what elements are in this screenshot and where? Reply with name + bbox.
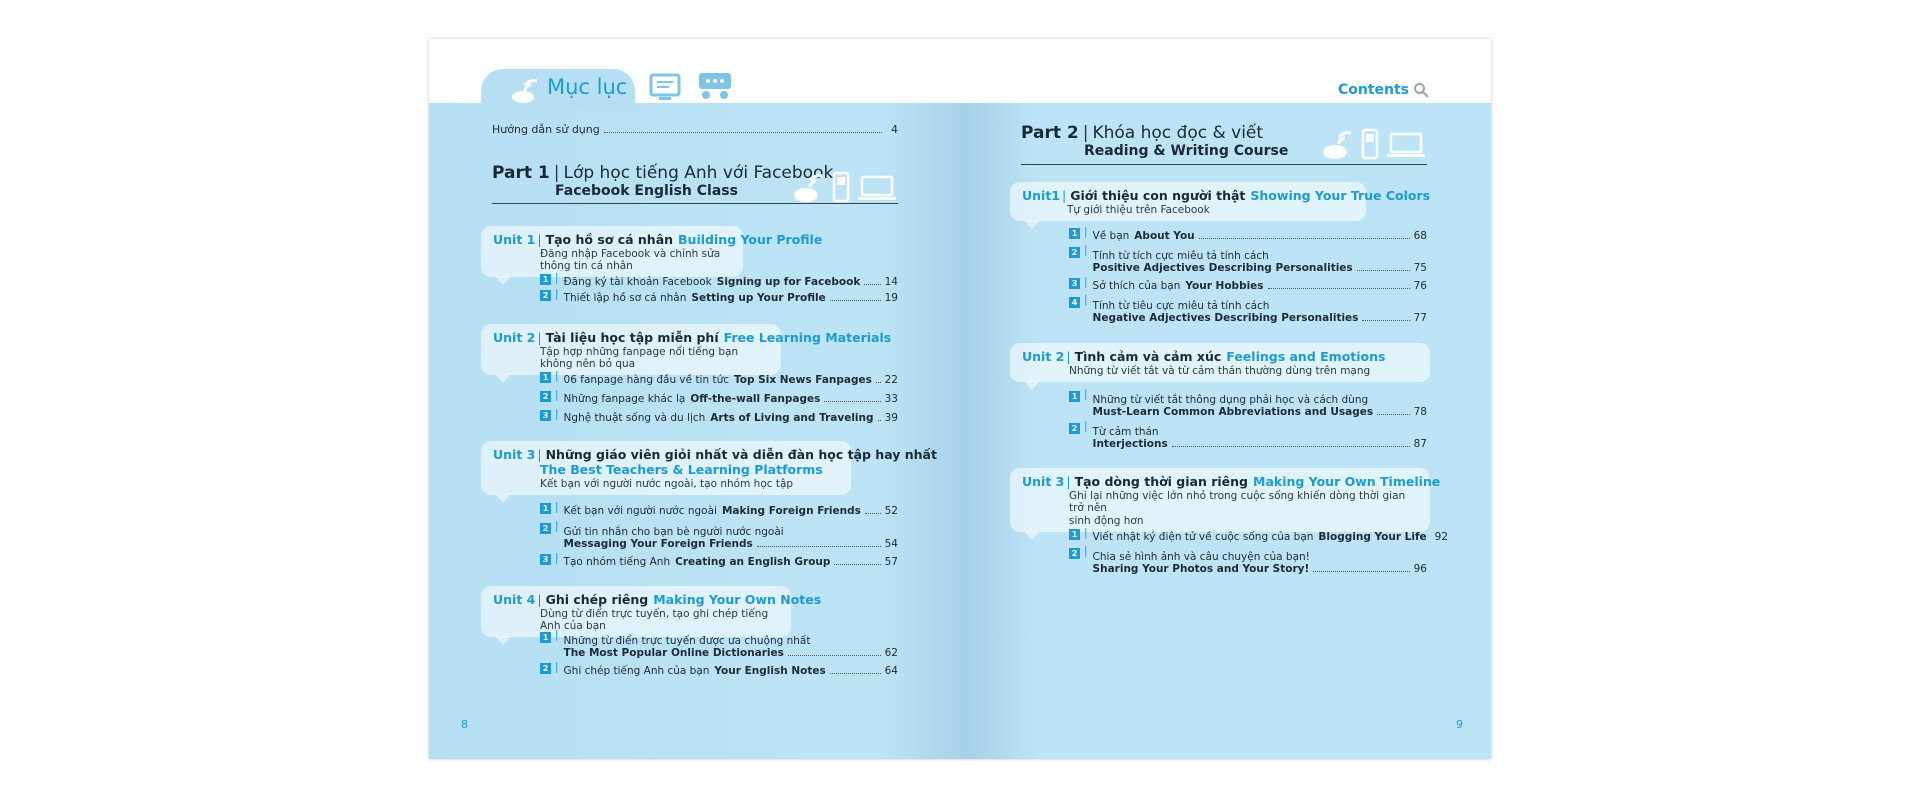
item-eng: Your English Notes — [714, 665, 826, 677]
item-eng: Sharing Your Photos and Your Story! — [1092, 563, 1310, 575]
item-viet: Tạo nhóm tiếng Anh — [563, 556, 671, 568]
toc-item[interactable]: 2 | Từ cảm thán Interjections 87 — [1069, 420, 1427, 450]
contents-label — [1338, 82, 1429, 98]
item-page: 54 — [884, 538, 898, 550]
toc-item[interactable]: 3 | Tạo nhóm tiếng Anh Creating an English Group 57 — [540, 552, 898, 568]
item-eng: Top Six News Fanpages — [734, 374, 872, 386]
leader-dots — [876, 382, 881, 383]
item-viet: Sở thích của bạn — [1092, 280, 1181, 292]
leader-dots — [878, 420, 881, 421]
left-page — [429, 39, 960, 759]
item-viet: Nghệ thuật sống và du lịch — [563, 412, 706, 424]
unit-viet: Giới thiệu con người thật — [1070, 188, 1246, 203]
unit-label: Unit 2 — [493, 330, 536, 345]
part-eng: Reading & Writing Course — [1084, 143, 1289, 159]
item-page: 92 — [1434, 531, 1449, 543]
unit-label: Unit 3 — [493, 447, 536, 462]
leader-dots — [604, 123, 882, 133]
unit-1-bubble[interactable]: Unit 1 | Tạo hồ sơ cá nhân Building Your Profile Đăng nhập Facebook và chỉnh sửa thông tin cá nhân — [481, 226, 743, 277]
device-icons — [1321, 128, 1427, 160]
part-label: Part 2 — [1021, 123, 1079, 143]
unit-desc: Những từ viết tắt và từ cảm thán thường dùng trên mạng — [1069, 365, 1371, 377]
unit-desc: Dùng từ điển trực tuyến, tạo ghi chép tiếng Anh của bạn — [540, 608, 769, 632]
item-page: 68 — [1413, 230, 1427, 242]
item-page: 52 — [884, 505, 898, 517]
item-page: 78 — [1413, 406, 1427, 418]
item-page: 75 — [1413, 262, 1427, 274]
item-page: 19 — [884, 292, 898, 304]
item-number: 1 — [540, 503, 551, 514]
part-eng: Facebook English Class — [555, 183, 738, 199]
item-number: 2 — [1069, 247, 1080, 258]
item-viet: Về bạn — [1092, 230, 1130, 242]
unit-desc: Kết bạn với người nước ngoài, tạo nhóm học tập — [540, 478, 794, 490]
item-number: 2 — [540, 391, 551, 402]
item-viet: Viết nhật ký điện tử về cuộc sống của bạn — [1092, 531, 1314, 543]
unit-1-items — [1069, 226, 1427, 324]
item-number: 2 — [540, 523, 551, 534]
item-number: 2 — [1069, 423, 1080, 434]
item-eng: Arts of Living and Traveling — [710, 412, 874, 424]
item-page: 76 — [1413, 280, 1427, 292]
toc-item[interactable]: 4 | Tính từ tiêu cực miêu tả tính cách Negative Adjectives Describing Personalities 77 — [1069, 294, 1427, 324]
item-viet: Kết bạn với người nước ngoài — [563, 505, 717, 517]
item-eng: Making Foreign Friends — [721, 505, 861, 517]
leader-dots — [834, 564, 880, 565]
unit-label: Unit 2 — [1022, 349, 1065, 364]
unit-3-items — [540, 501, 898, 568]
item-viet: Gửi tin nhắn cho bạn bè người nước ngoài — [563, 526, 784, 538]
item-page: 57 — [884, 556, 898, 568]
toc-item[interactable]: 3 | Sở thích của bạn Your Hobbies 76 — [1069, 276, 1427, 292]
item-number: 3 — [540, 554, 551, 565]
leader-dots — [788, 655, 881, 656]
guide-entry[interactable] — [492, 123, 898, 136]
unit-eng: Making Your Own Timeline — [1253, 474, 1441, 489]
item-eng: The Most Popular Online Dictionaries — [563, 647, 784, 659]
item-page: 64 — [884, 665, 898, 677]
toc-title: Mục lục — [547, 75, 628, 99]
right-page — [960, 39, 1491, 759]
item-eng: Messaging Your Foreign Friends — [563, 538, 753, 550]
item-number: 1 — [540, 372, 551, 383]
item-number: 2 — [540, 663, 551, 674]
toc-item[interactable]: 2 | Tính từ tích cực miêu tả tính cách Positive Adjectives Describing Personalities 75 — [1069, 244, 1427, 274]
item-number: 1 — [1069, 529, 1080, 540]
leader-dots — [865, 513, 881, 514]
unit-eng: Showing Your True Colors — [1250, 188, 1431, 203]
item-eng: Interjections — [1092, 438, 1168, 450]
part-1-heading: Part 1 | Lớp học tiếng Anh với Facebook Facebook English Class — [492, 163, 834, 199]
toc-item[interactable]: 1 | 06 fanpage hàng đầu về tin tức Top Six News Fanpages 22 — [540, 370, 898, 386]
unit-viet: Tạo dòng thời gian riêng — [1074, 474, 1249, 489]
item-number: 2 — [540, 290, 551, 301]
leader-dots — [864, 284, 880, 285]
unit-desc: Đăng nhập Facebook và chỉnh sửa thông tin cá nhân — [540, 248, 721, 272]
unit-2-bubble[interactable]: Unit 2 | Tài liệu học tập miễn phí Free Learning Materials Tập hợp những fanpage nổi tiếng bạn không nên bỏ qua — [481, 324, 781, 375]
item-number: 1 — [1069, 228, 1080, 239]
toc-item[interactable]: 1 | Kết bạn với người nước ngoài Making Foreign Friends 52 — [540, 501, 898, 517]
contents-text: Contents — [1337, 82, 1409, 98]
item-viet: Từ cảm thán — [1092, 426, 1159, 438]
unit-desc: Tự giới thiệu trên Facebook — [1067, 204, 1210, 216]
leader-dots — [1377, 414, 1409, 415]
part-2-heading: Part 2 | Khóa học đọc & viết Reading & Writing Course — [1021, 123, 1289, 159]
leader-dots — [1362, 320, 1409, 321]
unit-3-items — [1069, 527, 1449, 575]
search-icon — [1413, 82, 1429, 98]
item-viet: Những từ viết tắt thông dụng phải học và cách dùng — [1092, 394, 1369, 406]
item-number: 3 — [540, 410, 551, 421]
item-page: 33 — [884, 393, 898, 405]
unit-desc: Ghi lại những việc lớn nhỏ trong cuộc sống khiến dòng thời gian trở nên — [1069, 490, 1406, 514]
guide-page: 4 — [891, 123, 898, 136]
item-viet: 06 fanpage hàng đầu về tin tức — [563, 374, 730, 386]
unit-label: Unit 3 — [1022, 474, 1065, 489]
wifi-cloud-icon — [511, 79, 543, 103]
item-number: 3 — [1069, 278, 1080, 289]
item-eng: Positive Adjectives Describing Personalities — [1092, 262, 1353, 274]
part-label: Part 1 — [492, 163, 550, 183]
item-number: 1 — [1069, 391, 1080, 402]
chat-people-icon — [697, 71, 733, 103]
item-eng: Creating an English Group — [675, 556, 831, 568]
toc-item[interactable]: 2 | Chia sẻ hình ảnh và câu chuyện của bạn! Sharing Your Photos and Your Story! 96 — [1069, 545, 1427, 575]
item-eng: Must-Learn Common Abbreviations and Usages — [1092, 406, 1374, 418]
toc-item[interactable]: 2 | Thiết lập hồ sơ cá nhân Setting up Your Profile 19 — [540, 288, 898, 304]
leader-dots — [1357, 270, 1410, 271]
item-viet: Tính từ tích cực miêu tả tính cách — [1092, 250, 1269, 262]
toc-item[interactable]: 1 | Những từ điển trực tuyến được ưa chuộng nhất The Most Popular Online Dictionaries 62 — [540, 629, 898, 659]
item-page: 87 — [1413, 438, 1427, 450]
guide-text: Hướng dẫn sử dụng — [492, 123, 600, 136]
item-number: 1 — [540, 632, 551, 643]
toc-item[interactable]: 1 | Về bạn About You 68 — [1069, 226, 1427, 242]
toc-item[interactable]: 2 | Những fanpage khác lạ Off-the-wall Fanpages 33 — [540, 389, 898, 405]
leader-dots — [824, 401, 880, 402]
leader-dots — [830, 300, 881, 301]
item-viet: Những fanpage khác lạ — [563, 393, 686, 405]
unit-4-items — [540, 629, 898, 677]
item-viet: Đăng ký tài khoản Facebook — [563, 276, 712, 288]
book-spread — [429, 39, 1491, 759]
item-page: 14 — [884, 276, 898, 288]
item-number: 2 — [1069, 548, 1080, 559]
unit-2-items — [540, 370, 898, 424]
unit-eng: Free Learning Materials — [723, 330, 892, 345]
item-viet: Thiết lập hồ sơ cá nhân — [563, 292, 687, 304]
leader-dots — [1199, 238, 1410, 239]
leader-dots — [830, 673, 881, 674]
unit-viet: Những giáo viên giỏi nhất và diễn đàn học tập hay nhất — [545, 447, 937, 462]
item-viet: Những từ điển trực tuyến được ưa chuộng nhất — [563, 635, 811, 647]
unit-viet: Tài liệu học tập miễn phí — [545, 330, 719, 345]
unit-desc-line2: sinh động hơn — [1069, 515, 1144, 527]
toc-item[interactable]: 2 | Gửi tin nhắn cho bạn bè người nước ngoài Messaging Your Foreign Friends 54 — [540, 520, 898, 550]
item-viet: Chia sẻ hình ảnh và câu chuyện của bạn! — [1092, 551, 1310, 563]
toc-item[interactable]: 2 | Ghi chép tiếng Anh của bạn Your English Notes 64 — [540, 661, 898, 677]
unit-1-bubble[interactable]: Unit1 | Giới thiệu con người thật Showing Your True Colors Tự giới thiệu trên Facebook — [1010, 182, 1366, 221]
leader-dots — [1268, 288, 1410, 289]
part-rule — [492, 203, 898, 204]
leader-dots — [1172, 446, 1410, 447]
unit-3-bubble[interactable]: Unit 3 | Những giáo viên giỏi nhất và diễn đàn học tập hay nhất The Best Teachers & Learning Platforms Kết bạn với người nước ngoài, tạo nhóm học tập — [481, 441, 851, 495]
page-number-right: 9 — [1456, 718, 1463, 731]
unit-label: Unit1 — [1022, 188, 1061, 203]
page-number-left: 8 — [461, 718, 468, 731]
part-viet: Khóa học đọc & viết — [1092, 123, 1264, 143]
unit-eng: Making Your Own Notes — [653, 592, 822, 607]
unit-2-bubble[interactable]: Unit 2 | Tình cảm và cảm xúc Feelings and Emotions Những từ viết tắt và từ cảm thán thường dùng trên mạng — [1010, 343, 1430, 382]
unit-desc: Tập hợp những fanpage nổi tiếng bạn không nên bỏ qua — [540, 346, 739, 370]
item-viet: Tính từ tiêu cực miêu tả tính cách — [1092, 300, 1270, 312]
item-page: 77 — [1413, 312, 1427, 324]
item-number: 4 — [1069, 297, 1080, 308]
unit-eng: Building Your Profile — [678, 232, 823, 247]
toc-item[interactable]: 1 | Viết nhật ký điện tử về cuộc sống của bạn Blogging Your Life 92 — [1069, 527, 1427, 543]
unit-viet: Ghi chép riêng — [545, 592, 649, 607]
toc-item[interactable]: 3 | Nghệ thuật sống và du lịch Arts of Living and Traveling 39 — [540, 408, 898, 424]
monitor-icon — [649, 73, 681, 103]
unit-eng: The Best Teachers & Learning Platforms — [540, 462, 823, 477]
unit-1-items — [540, 272, 898, 304]
item-number: 1 — [540, 274, 551, 285]
item-eng: Blogging Your Life — [1318, 531, 1427, 543]
item-eng: Negative Adjectives Describing Personalities — [1092, 312, 1359, 324]
unit-label: Unit 4 — [493, 592, 536, 607]
toc-item[interactable]: 1 | Những từ viết tắt thông dụng phải học và cách dùng Must-Learn Common Abbreviations and Usages 78 — [1069, 388, 1427, 418]
item-page: 39 — [884, 412, 898, 424]
part-viet: Lớp học tiếng Anh với Facebook — [563, 163, 834, 183]
part-rule — [1021, 164, 1427, 165]
unit-2-items — [1069, 388, 1427, 450]
unit-4-bubble[interactable]: Unit 4 | Ghi chép riêng Making Your Own Notes Dùng từ điển trực tuyến, tạo ghi chép tiếng Anh của bạn — [481, 586, 791, 637]
item-eng: Off-the-wall Fanpages — [690, 393, 821, 405]
unit-viet: Tình cảm và cảm xúc — [1074, 349, 1222, 364]
unit-viet: Tạo hồ sơ cá nhân — [545, 232, 674, 247]
leader-dots — [1313, 571, 1409, 572]
item-page: 62 — [884, 647, 898, 659]
item-eng: Your Hobbies — [1185, 280, 1264, 292]
item-page: 22 — [884, 374, 898, 386]
unit-eng: Feelings and Emotions — [1226, 349, 1386, 364]
toc-item[interactable]: 1 | Đăng ký tài khoản Facebook Signing up for Facebook 14 — [540, 272, 898, 288]
device-icons — [792, 171, 898, 203]
item-page: 96 — [1413, 563, 1427, 575]
leader-dots — [757, 546, 881, 547]
item-eng: Signing up for Facebook — [716, 276, 861, 288]
item-eng: Setting up Your Profile — [691, 292, 826, 304]
item-viet: Ghi chép tiếng Anh của bạn — [563, 665, 710, 677]
unit-label: Unit 1 — [493, 232, 536, 247]
item-eng: About You — [1134, 230, 1195, 242]
unit-3-bubble[interactable]: Unit 3 | Tạo dòng thời gian riêng Making Your Own Timeline Ghi lại những việc lớn nhỏ trong cuộc sống khiến dòng thời gian trở nên sinh động hơn — [1010, 468, 1430, 532]
